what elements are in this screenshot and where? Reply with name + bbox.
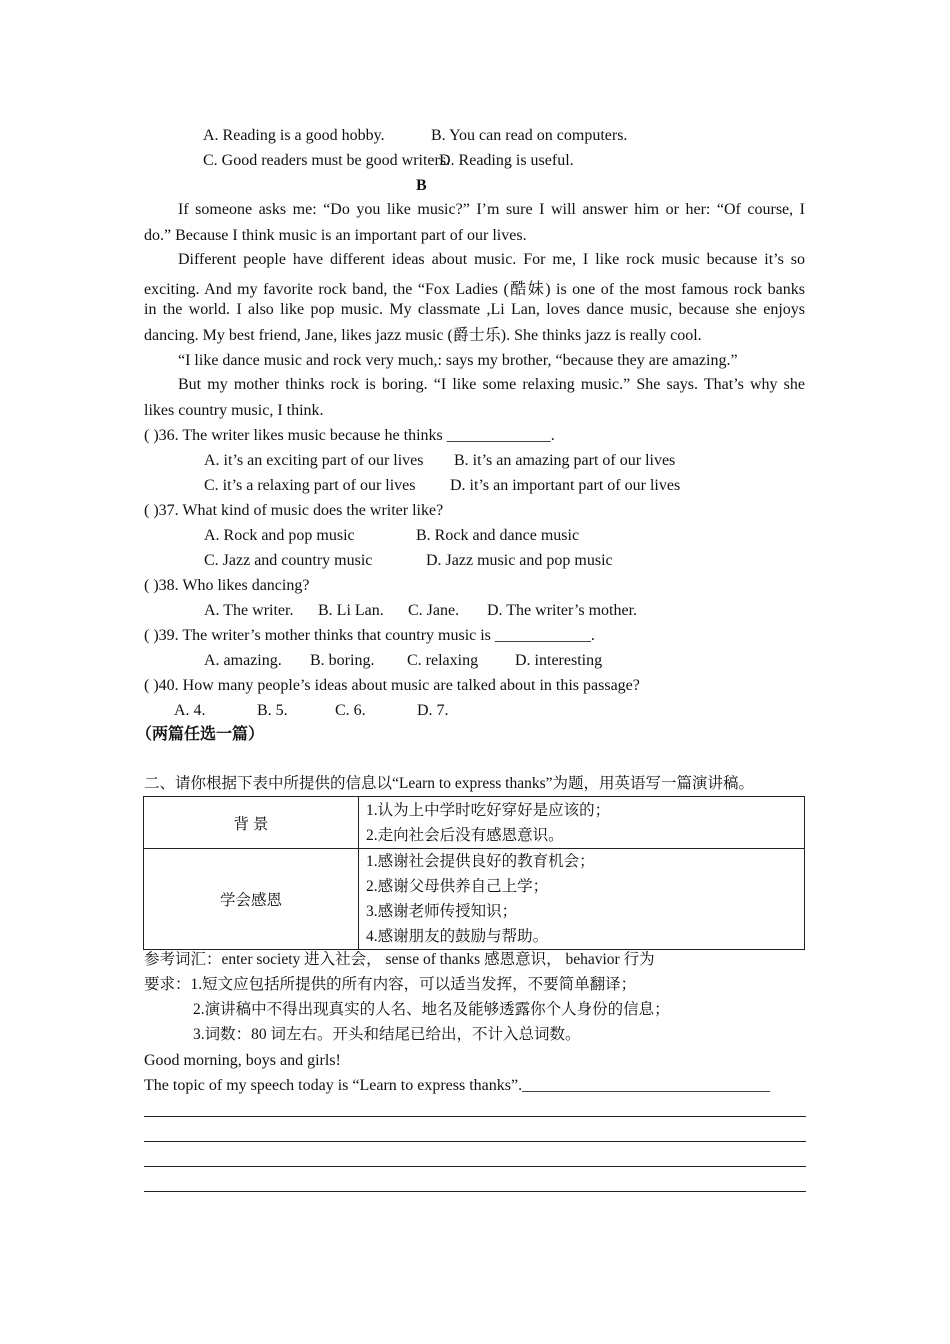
option-35-a: A. Reading is a good hobby. [203,127,385,144]
passage-line: But my mother thinks rock is boring. “I like some relaxing music.” She says. That’s why she [178,376,805,393]
option-38-c: C. Jane. [408,602,460,619]
option-35-c: C. Good readers must be good writers. [203,152,451,169]
question-39: ( )39. The writer’s mother thinks that country music is ____________. [144,627,595,644]
requirement-1: 要求：1.短文应包括所提供的所有内容，可以适当发挥，不要简单翻译； [144,976,637,993]
option-35-d: D. Reading is useful. [439,152,574,169]
writing-title: 二、请你根据下表中所提供的信息以“Learn to express thanks”为题，用英语写一篇演讲稿。 [144,775,755,792]
option-40-b: B. 5. [257,702,288,719]
option-35-b: B. You can read on computers. [431,127,628,144]
option-38-a: A. The writer. [204,602,294,619]
option-36-b: B. it’s an amazing part of our lives [454,452,676,469]
passage-line: do.” Because I think music is an important part of our lives. [144,227,527,244]
opening-greeting: Good morning, boys and girls! [144,1052,341,1069]
option-39-b: B. boring. [310,652,375,669]
table-label-background: 背 景 [144,797,359,849]
option-40-c: C. 6. [335,702,366,719]
passage-line: in the world. I also like pop music. My classmate ,Li Lan, loves dance music, because she enjoys [144,301,805,318]
option-39-d: D. interesting [515,652,603,669]
answer-line[interactable] [144,1191,806,1192]
option-38-b: B. Li Lan. [318,602,384,619]
requirement-3: 3.词数：80 词左右。开头和结尾已给出，不计入总词数。 [193,1026,581,1043]
table-content-gratitude [359,849,805,950]
info-table [143,796,805,950]
passage-line: If someone asks me: “Do you like music?” I’m sure I will answer him or her: “Of course, I [178,201,805,218]
opening-topic: The topic of my speech today is “Learn to express thanks”._______________________________ [144,1077,771,1094]
option-38-d: D. The writer’s mother. [487,602,638,619]
passage-heading: B [416,177,427,194]
requirement-2: 2.演讲稿中不得出现真实的人名、地名及能够透露你个人身份的信息； [193,1001,670,1018]
choose-note: （两篇任选一篇） [136,726,265,743]
option-36-c: C. it’s a relaxing part of our lives [204,477,416,494]
option-40-a: A. 4. [174,702,206,719]
table-row [144,849,805,950]
passage-line: dancing. My best friend, Jane, likes jazz music (爵士乐). She thinks jazz is really cool. [144,327,702,344]
table-row [144,797,805,849]
option-37-c: C. Jazz and country music [204,552,373,569]
table-label-gratitude: 学会感恩 [144,849,359,950]
answer-line[interactable] [144,1116,806,1117]
answer-line[interactable] [144,1166,806,1167]
table-item: 1.感谢社会提供良好的教育机会； [366,853,595,870]
option-37-b: B. Rock and dance music [416,527,580,544]
option-39-a: A. amazing. [204,652,282,669]
table-item: 4.感谢朋友的鼓励与帮助。 [366,928,549,945]
table-content-background [359,797,805,849]
table-item: 2.走向社会后没有感恩意识。 [366,826,564,844]
question-38: ( )38. Who likes dancing? [144,577,310,594]
option-37-d: D. Jazz music and pop music [426,552,613,569]
passage-line: likes country music, I think. [144,402,324,419]
table-item: 3.感谢老师传授知识； [366,903,518,920]
question-37: ( )37. What kind of music does the writer like? [144,502,444,519]
option-37-a: A. Rock and pop music [204,527,355,544]
question-36: ( )36. The writer likes music because he thinks _____________. [144,427,555,444]
option-39-c: C. relaxing [407,652,479,669]
question-40: ( )40. How many people’s ideas about music are talked about in this passage? [144,677,640,694]
passage-line: Different people have different ideas about music. For me, I like rock music because it’s so [178,251,805,268]
option-36-d: D. it’s an important part of our lives [450,477,681,494]
table-item: 1.认为上中学时吃好穿好是应该的； [366,801,611,819]
table-item: 2.感谢父母供养自己上学； [366,878,549,895]
option-36-a: A. it’s an exciting part of our lives [204,452,424,469]
option-40-d: D. 7. [417,702,449,719]
passage-line: “I like dance music and rock very much,: says my brother, “because they are amazing.” [178,352,738,369]
answer-line[interactable] [144,1141,806,1142]
vocab-line: 参考词汇：enter society 进入社会， sense of thanks 感恩意识， behavior 行为 [144,951,655,968]
passage-line: exciting. And my favorite rock band, the “Fox Ladies (酷妹) is one of the most famous rock banks [144,281,805,298]
